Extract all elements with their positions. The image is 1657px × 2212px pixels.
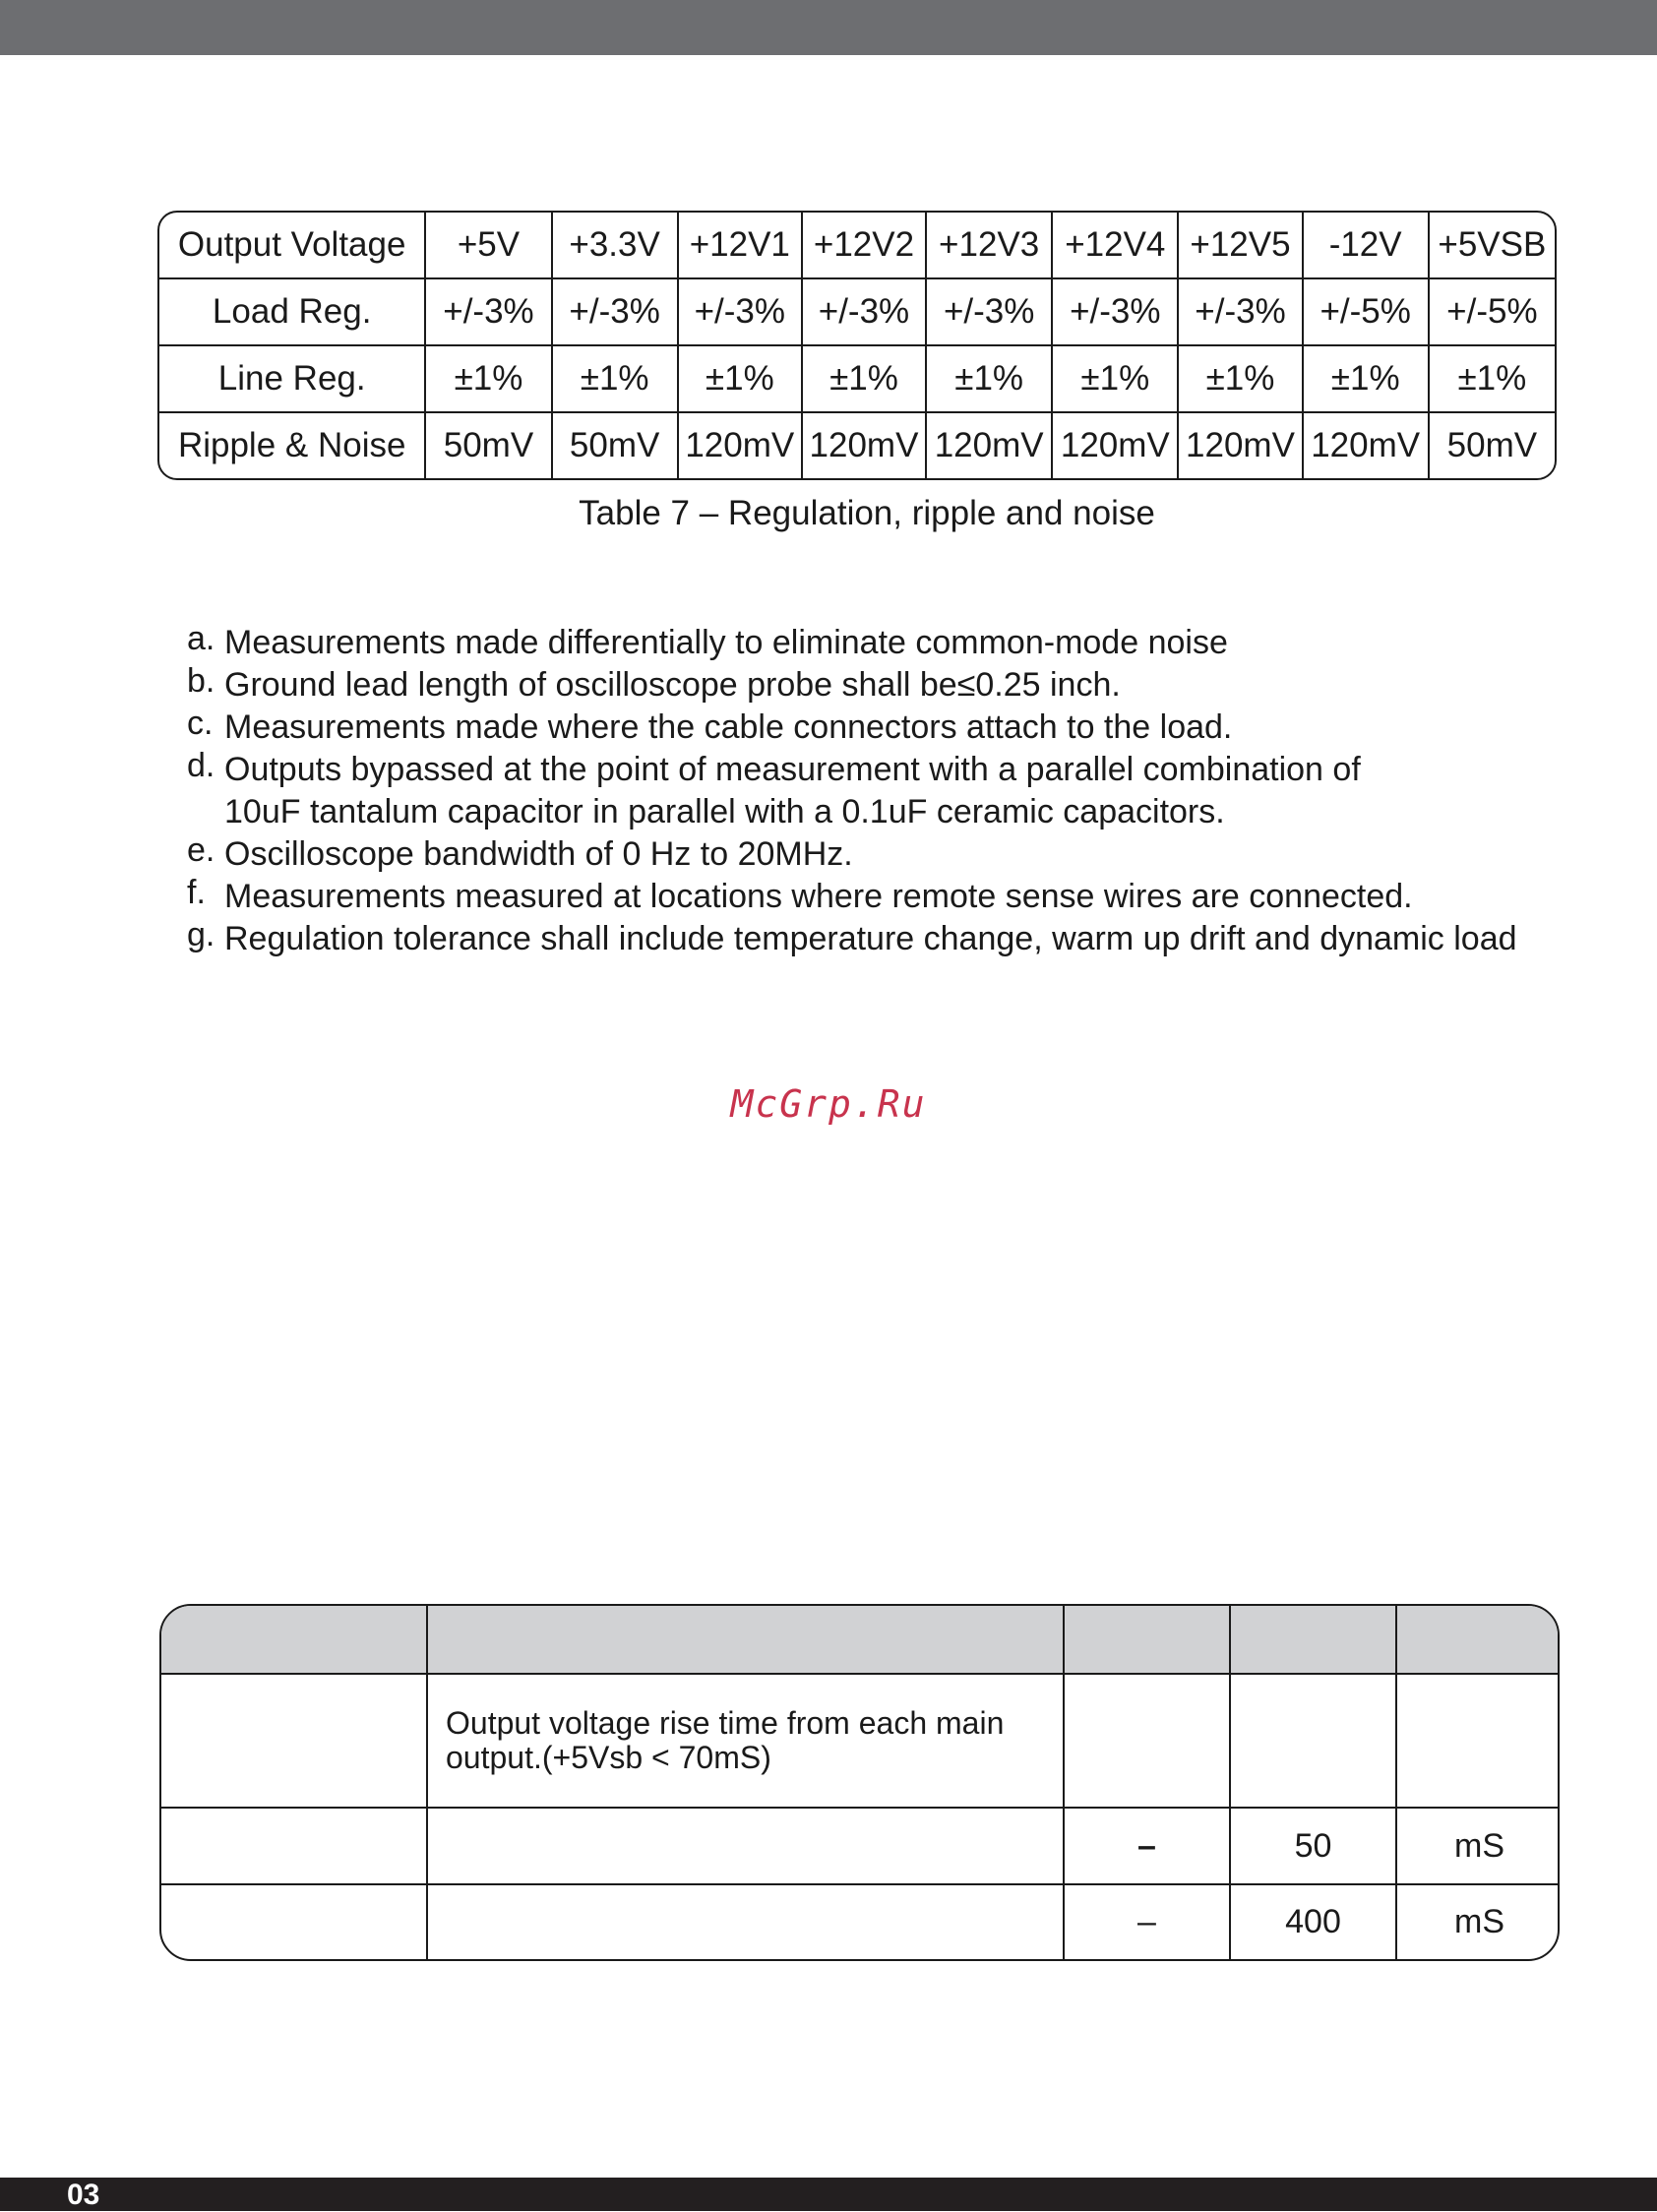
table-cell: 50mV bbox=[552, 412, 678, 478]
table-cell: ±1% bbox=[552, 345, 678, 412]
list-item bbox=[187, 876, 1584, 918]
timing-table bbox=[159, 1604, 1560, 1961]
max-cell bbox=[1230, 1674, 1396, 1808]
table-cell: +/-3% bbox=[926, 278, 1052, 345]
header-cell: Output Voltage bbox=[159, 213, 425, 278]
list-item bbox=[187, 664, 1584, 707]
note-text: Oscilloscope bandwidth of 0 Hz to 20MHz. bbox=[224, 835, 853, 873]
note-letter: g. bbox=[187, 916, 215, 953]
table-row bbox=[161, 1808, 1560, 1884]
description-cell bbox=[427, 1884, 1064, 1959]
table-cell: ±1% bbox=[425, 345, 551, 412]
table-cell bbox=[161, 1674, 427, 1808]
table-cell: ±1% bbox=[926, 345, 1052, 412]
table-row bbox=[159, 412, 1555, 478]
regulation-table bbox=[157, 211, 1557, 480]
description-cell bbox=[427, 1674, 1064, 1808]
header-cell: +12V4 bbox=[1052, 213, 1178, 278]
table-header-row bbox=[159, 213, 1555, 278]
table-header-row bbox=[161, 1606, 1560, 1674]
description-cell bbox=[427, 1808, 1064, 1884]
table-cell: 120mV bbox=[1052, 412, 1178, 478]
table-cell bbox=[161, 1808, 427, 1884]
header-cell: +3.3V bbox=[552, 213, 678, 278]
note-letter: c. bbox=[187, 705, 214, 742]
table-cell: +/-3% bbox=[678, 278, 802, 345]
table-cell: +/-3% bbox=[1178, 278, 1302, 345]
max-cell: 400 bbox=[1230, 1884, 1396, 1959]
table-cell: 120mV bbox=[926, 412, 1052, 478]
list-item bbox=[187, 749, 1584, 833]
min-cell bbox=[1064, 1674, 1230, 1808]
table-cell: ±1% bbox=[1178, 345, 1302, 412]
table-cell bbox=[161, 1884, 427, 1959]
table-cell: ±1% bbox=[1052, 345, 1178, 412]
note-text: Measurements made differentially to eliminate common-mode noise bbox=[224, 624, 1228, 661]
top-bar bbox=[0, 0, 1657, 55]
note-text: Regulation tolerance shall include temperature change, warm up drift and dynamic load bbox=[224, 920, 1517, 957]
max-cell: 50 bbox=[1230, 1808, 1396, 1884]
header-cell: +5VSB bbox=[1429, 213, 1555, 278]
list-item bbox=[187, 707, 1584, 749]
note-letter: b. bbox=[187, 662, 215, 700]
note-text: Ground lead length of oscilloscope probe shall be≤0.25 inch. bbox=[224, 666, 1121, 704]
list-item bbox=[187, 622, 1584, 664]
note-text-continued: 10uF tantalum capacitor in parallel with a 0.1uF ceramic capacitors. bbox=[224, 793, 1225, 830]
header-cell: +12V5 bbox=[1178, 213, 1302, 278]
table-cell: ±1% bbox=[802, 345, 926, 412]
table-cell: 120mV bbox=[1303, 412, 1429, 478]
table-cell: +/-3% bbox=[552, 278, 678, 345]
table-cell: 120mV bbox=[802, 412, 926, 478]
table-row bbox=[161, 1674, 1560, 1808]
note-text: Outputs bypassed at the point of measurement with a parallel combination of bbox=[224, 751, 1361, 788]
header-cell bbox=[161, 1606, 427, 1674]
row-label: Ripple & Noise bbox=[159, 412, 425, 478]
note-text: Measurements measured at locations where remote sense wires are connected. bbox=[224, 878, 1413, 915]
list-item bbox=[187, 833, 1584, 876]
note-letter: d. bbox=[187, 747, 215, 784]
header-cell bbox=[1396, 1606, 1560, 1674]
note-letter: f. bbox=[187, 874, 206, 911]
header-cell: +12V2 bbox=[802, 213, 926, 278]
notes-list bbox=[187, 622, 1584, 960]
min-cell: – bbox=[1064, 1884, 1230, 1959]
header-cell bbox=[1230, 1606, 1396, 1674]
unit-cell: mS bbox=[1454, 1903, 1504, 1941]
table-cell: 50mV bbox=[425, 412, 551, 478]
note-letter: a. bbox=[187, 620, 215, 657]
page-number: 03 bbox=[67, 2179, 100, 2211]
table-cell: +/-3% bbox=[802, 278, 926, 345]
note-text: Measurements made where the cable connectors attach to the load. bbox=[224, 708, 1233, 746]
table-row bbox=[161, 1884, 1560, 1959]
header-cell: +12V1 bbox=[678, 213, 802, 278]
table-cell: 50mV bbox=[1446, 426, 1538, 465]
note-letter: e. bbox=[187, 831, 215, 869]
description-line: output.(+5Vsb < 70mS) bbox=[446, 1740, 771, 1776]
list-item bbox=[187, 918, 1584, 960]
table-row bbox=[159, 345, 1555, 412]
table-cell: ±1% bbox=[1429, 345, 1555, 412]
header-cell: +5V bbox=[425, 213, 551, 278]
table-cell: 120mV bbox=[678, 412, 802, 478]
watermark: McGrp.Ru bbox=[730, 1082, 927, 1126]
header-cell: -12V bbox=[1303, 213, 1429, 278]
table-cell: +/-3% bbox=[1052, 278, 1178, 345]
min-cell: – bbox=[1064, 1808, 1230, 1884]
unit-cell bbox=[1396, 1674, 1560, 1808]
description-line: Output voltage rise time from each main bbox=[446, 1705, 1005, 1742]
table-cell: ±1% bbox=[1303, 345, 1429, 412]
header-cell bbox=[1064, 1606, 1230, 1674]
table-cell: +/-5% bbox=[1429, 278, 1555, 345]
unit-cell: mS bbox=[1396, 1808, 1560, 1884]
table-cell: +/-5% bbox=[1303, 278, 1429, 345]
table-cell: +/-3% bbox=[425, 278, 551, 345]
row-label: Load Reg. bbox=[159, 278, 425, 345]
table-row bbox=[159, 278, 1555, 345]
header-cell bbox=[427, 1606, 1064, 1674]
row-label: Line Reg. bbox=[159, 345, 425, 412]
table-caption: Table 7 – Regulation, ripple and noise bbox=[579, 494, 1155, 532]
table-cell: 120mV bbox=[1178, 412, 1302, 478]
table-cell: ±1% bbox=[678, 345, 802, 412]
header-cell: +12V3 bbox=[926, 213, 1052, 278]
footer-bar bbox=[0, 2178, 1657, 2211]
